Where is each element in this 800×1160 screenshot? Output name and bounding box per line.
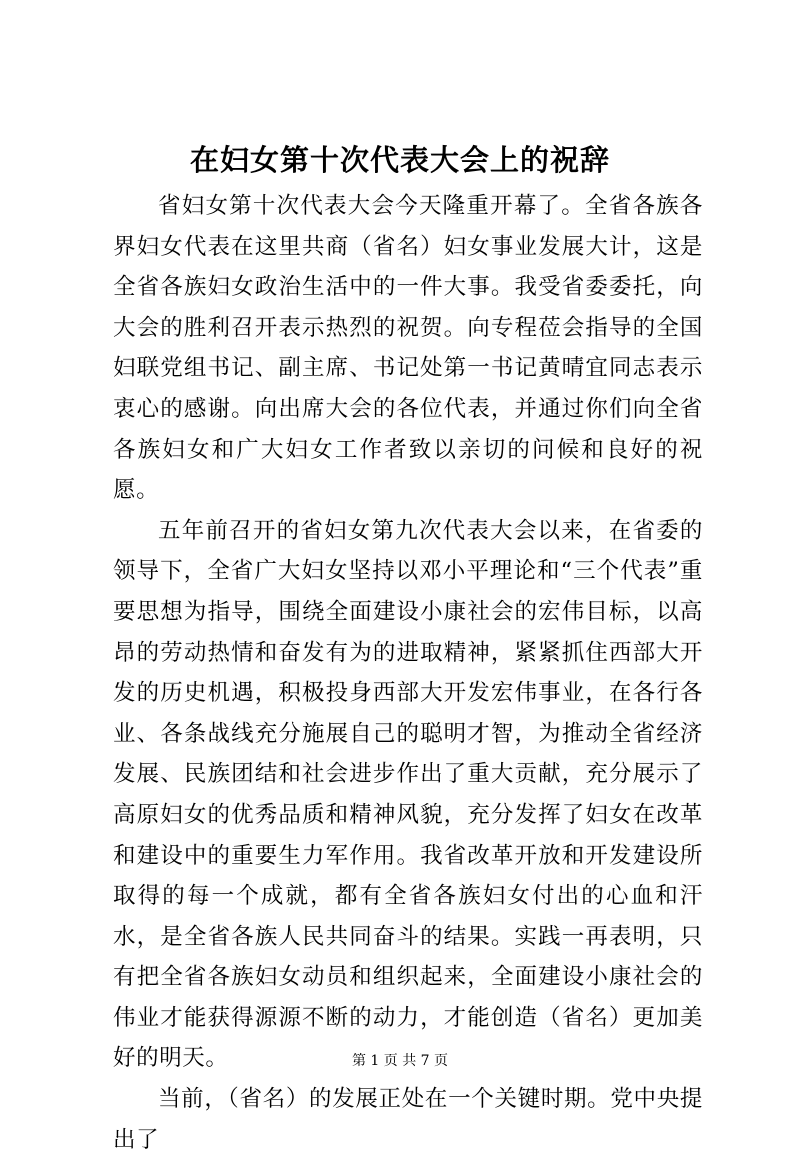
paragraph-2: 五年前召开的省妇女第九次代表大会以来，在省委的领导下，全省广大妇女坚持以邓小平理论和“三个代表”重要思想为指导，围绕全面建设小康社会的宏伟目标，以高昂的劳动热情和奋发有为的进取精神，紧紧抓住西部大开发的历史机遇，积极投身西部大开发宏伟事业，在各行各业、各条战线充分施展自己的聪明才智，为推动全省经济发展、民族团结和社会进步作出了重大贡献，充分展示了高原妇女的优秀品质和精神风貌，充分发挥了妇女在改革和建设中的重要生力军作用。我省改革开放和开发建设所取得的每一个成就，都有全省各族妇女付出的心血和汗水，是全省各族人民共同奋斗的结果。实践一再表明，只有把全省各族妇女动员和组织起来，全面建设小康社会的伟业才能获得源源不断的动力，才能创造（省名）更加美好的明天。 [113,517,703,1072]
document-body [113,186,703,1160]
document-title: 在妇女第十次代表大会上的祝辞 [189,143,610,177]
paragraph-1: 省妇女第十次代表大会今天隆重开幕了。全省各族各界妇女代表在这里共商（省名）妇女事业发展大计，这是全省各族妇女政治生活中的一件大事。我受省委委托，向大会的胜利召开表示热烈的祝贺。向专程莅会指导的全国妇联党组书记、副主席、书记处第一书记黄晴宜同志表示衷心的感谢。向出席大会的各位代表，并通过你们向全省各族妇女和广大妇女工作者致以亲切的问候和良好的祝愿。 [113,193,703,504]
paragraph-3: 当前，（省名）的发展正处在一个关键时期。党中央提出了 [113,1086,703,1153]
page-number-footer: 第 1 页 共 7 页 [351,1053,449,1069]
